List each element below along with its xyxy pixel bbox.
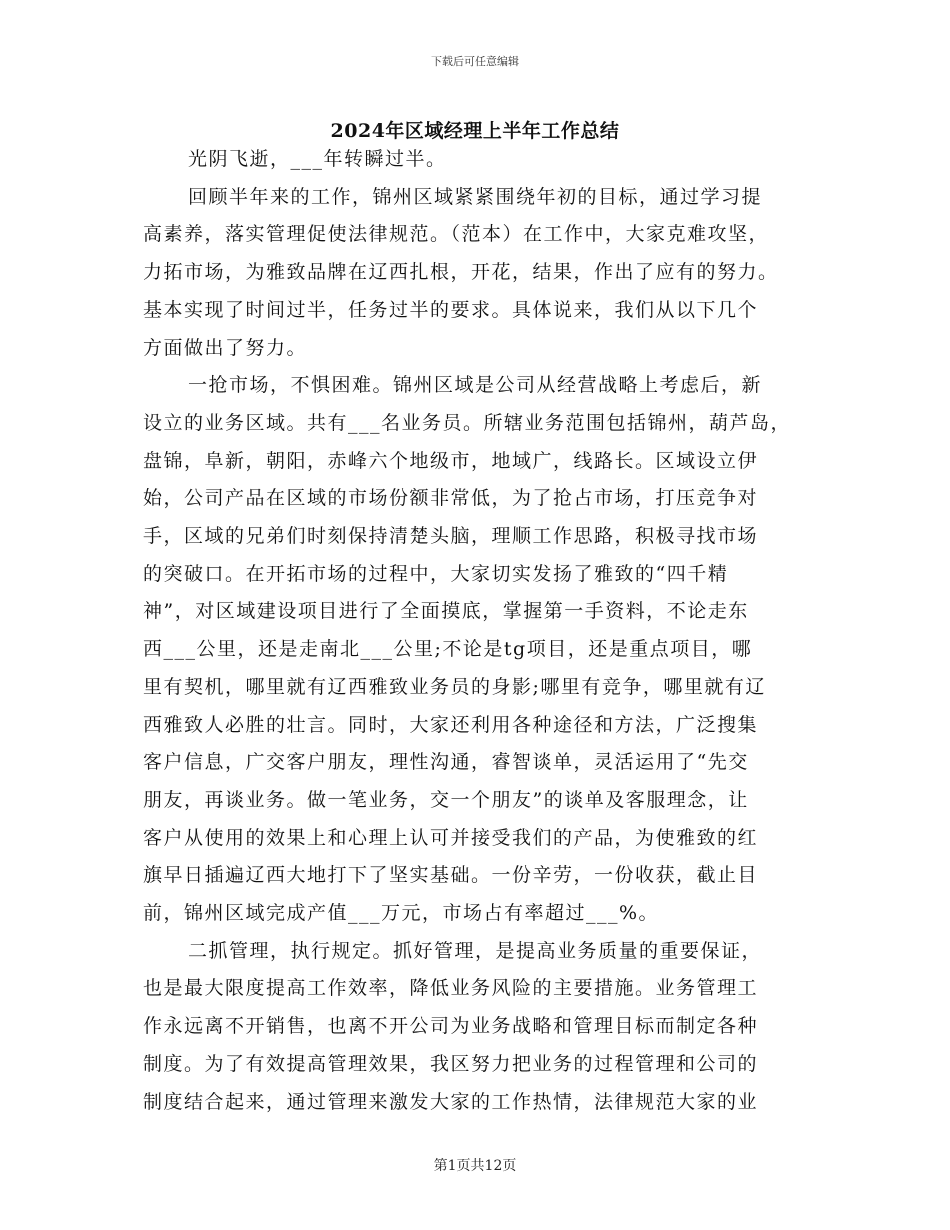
text-line: 里有契机，哪里就有辽西雅致业务员的身影;哪里有竞争，哪里就有辽 <box>143 676 766 698</box>
text-line: 也是最大限度提高工作效率，降低业务风险的主要措施。业务管理工 <box>143 977 759 999</box>
text-line: 作永远离不开销售，也离不开公司为业务战略和管理目标而制定各种 <box>143 1015 759 1037</box>
document-title: 2024年区域经理上半年工作总结 <box>330 120 620 142</box>
text-line: 朋友，再谈业务。做一笔业务，交一个朋友”的谈单及客服理念，让 <box>143 789 749 811</box>
text-line: 盘锦，阜新，朝阳，赤峰六个地级市，地域广，线路长。区域设立伊 <box>143 450 759 472</box>
text-line: 设立的业务区域。共有___名业务员。所辖业务范围包括锦州，葫芦岛， <box>143 412 792 434</box>
text-line: 制度。为了有效提高管理效果，我区努力把业务的过程管理和公司的 <box>143 1053 759 1075</box>
text-line: 光阴飞逝，___年转瞬过半。 <box>188 148 447 170</box>
text-line: 始，公司产品在区域的市场份额非常低，为了抢占市场，打压竞争对 <box>143 487 759 509</box>
text-line: 前，锦州区域完成产值___万元，市场占有率超过___%。 <box>143 902 660 924</box>
text-line: 二抓管理，执行规定。抓好管理，是提高业务质量的重要保证， <box>188 940 763 962</box>
text-line: 方面做出了努力。 <box>143 337 308 359</box>
text-line: 客户从使用的效果上和心理上认可并接受我们的产品，为使雅致的红 <box>143 827 759 849</box>
text-line: 客户信息，广交客户朋友，理性沟通，睿智谈单，灵活运用了“先交 <box>143 751 749 773</box>
text-line: 基本实现了时间过半，任务过半的要求。具体说来，我们从以下几个 <box>143 299 759 321</box>
text-line: 西___公里，还是走南北___公里;不论是tg项目，还是重点项目，哪 <box>143 638 753 660</box>
text-line: 的突破口。在开拓市场的过程中，大家切实发扬了雅致的“四千精 <box>143 563 729 585</box>
text-line: 力拓市场，为雅致品牌在辽西扎根，开花，结果，作出了应有的努力。 <box>143 261 779 283</box>
text-line: 手，区域的兄弟们时刻保持清楚头脑，理顺工作思路，积极寻找市场 <box>143 525 759 547</box>
text-line: 西雅致人必胜的壮言。同时，大家还利用各种途径和方法，广泛搜集 <box>143 714 759 736</box>
text-line: 制度结合起来，通过管理来激发大家的工作热情，法律规范大家的业 <box>143 1091 759 1113</box>
page-footer: 第1页共12页 <box>433 1158 517 1174</box>
text-line: 回顾半年来的工作，锦州区域紧紧围绕年初的目标，通过学习提 <box>188 186 763 208</box>
text-line: 一抢市场，不惧困难。锦州区域是公司从经营战略上考虑后，新 <box>188 374 763 396</box>
text-line: 高素养，落实管理促使法律规范。（范本）在工作中，大家克难攻坚， <box>143 223 770 245</box>
header-note: 下载后可任意编辑 <box>431 55 519 68</box>
text-line: 旗早日插遍辽西大地打下了坚实基础。一份辛劳，一份收获，截止目 <box>143 864 759 886</box>
text-line: 神”，对区域建设项目进行了全面摸底，掌握第一手资料，不论走东 <box>143 600 749 622</box>
